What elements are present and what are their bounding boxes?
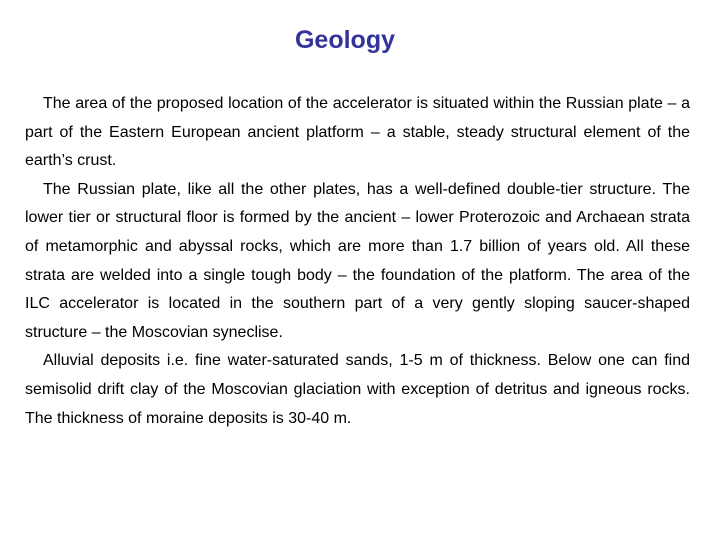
paragraph-russian-plate-location: The area of the proposed location of the accelerator is situated within the Russian plate – a part of the Eastern European ancient platform – a stable, steady structural element of the earth’s crust. [25,95,690,170]
paragraph-alluvial-deposits: Alluvial deposits i.e. fine water-saturated sands, 1-5 m of thickness. Below one can find semisolid drift clay of the Moscovian glaciation with exception of detritus and igneous rocks. The thickness of moraine deposits is 30-40 m. [25,352,690,427]
slide-body [25,90,690,433]
slide-title: Geology [294,26,395,54]
paragraph-plate-structure: The Russian plate, like all the other plates, has a well-defined double-tier structure. The lower tier or structural floor is formed by the ancient – lower Proterozoic and Archaean strata of metamorphic and abyssal rocks, which are more than 1.7 billion of years old. All these strata are welded into a single tough body – the foundation of the platform. The area of the ILC accelerator is located in the southern part of a very gently sloping saucer-shaped structure – the Moscovian syneclise. [25,180,690,341]
